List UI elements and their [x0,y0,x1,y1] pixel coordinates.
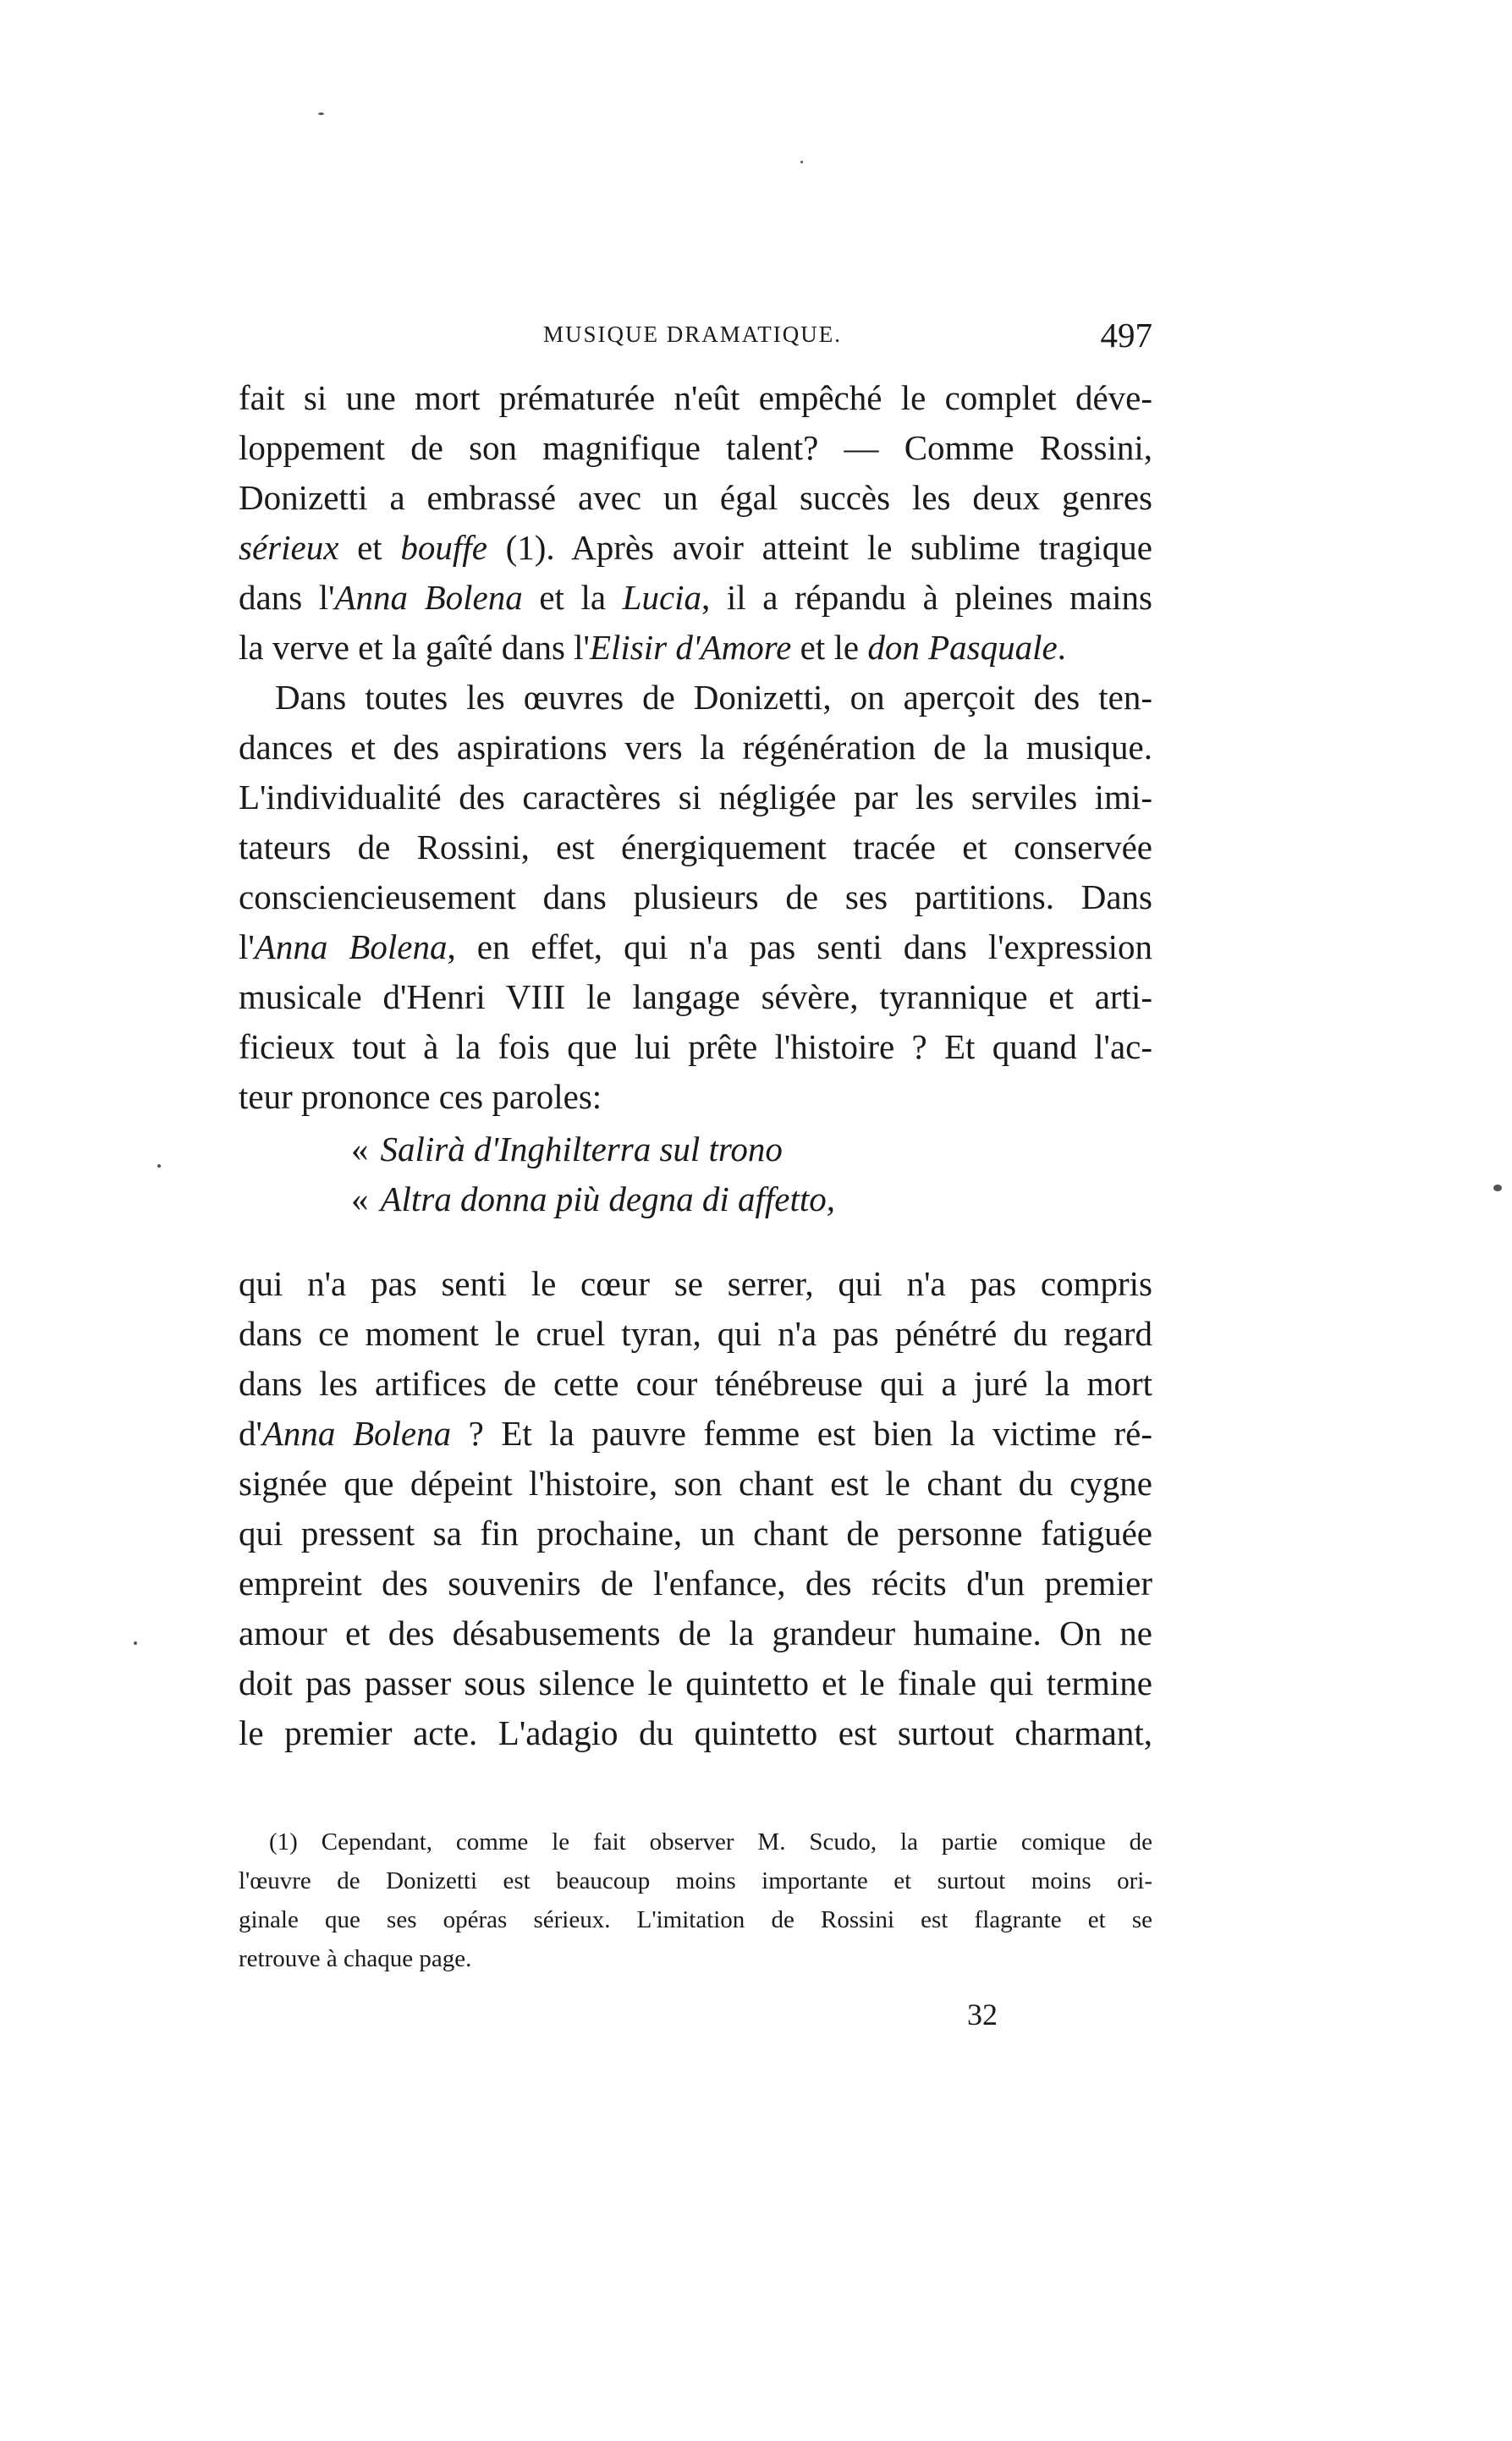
text-line: l'Anna Bolena, en effet, qui n'a pas senti dans l'expression [239,927,1152,966]
scan-speck [134,1641,137,1645]
verse-line: « Altra donna più degna di affetto, [351,1179,836,1218]
opera-title: don Pasquale [867,628,1058,667]
text-line: empreint des souvenirs de l'enfance, des récits d'un premier [239,1564,1152,1603]
scan-speck [1493,1185,1502,1191]
text-line: Donizetti a embrassé avec un égal succès les deux genres [239,478,1152,517]
text-line: tateurs de Rossini, est énergiquement tracée et conservée [239,827,1152,866]
opera-title: Elisir d'Amore [589,628,792,667]
text-line: signée que dépeint l'histoire, son chant est le chant du cygne [239,1464,1152,1503]
text-line: ficieux tout à la fois que lui prête l'histoire ? Et quand l'ac- [239,1027,1152,1066]
text-line: consciencieusement dans plusieurs de ses partitions. Dans [239,877,1152,916]
text-line: la verve et la gaîté dans l'Elisir d'Amore et le don Pasquale. [239,628,1066,667]
text-line: dans l'Anna Bolena et la Lucia, il a répandu à pleines mains [239,578,1152,617]
text-line: dances et des aspirations vers la régénération de la musique. [239,728,1152,767]
signature-mark: 32 [967,1998,998,2031]
scan-speck [318,113,324,115]
running-title: MUSIQUE DRAMATIQUE. [543,322,842,347]
text-line: sérieux et bouffe (1). Après avoir atteint le sublime tragique [239,528,1152,567]
footnote-line: retrouve à chaque page. [239,1945,472,1972]
text-line: le premier acte. L'adagio du quintetto est surtout charmant, [239,1713,1152,1752]
text-line: teur prononce ces paroles: [239,1077,602,1116]
text-line: Dans toutes les œuvres de Donizetti, on aperçoit des ten- [275,678,1152,717]
footnote-line: l'œuvre de Donizetti est beaucoup moins importante et surtout moins ori- [239,1867,1152,1894]
text-line: loppement de son magnifique talent? — Comme Rossini, [239,428,1152,467]
text-line: qui n'a pas senti le cœur se serrer, qui n'a pas compris [239,1264,1152,1303]
opera-title: Anna Bolena [254,927,448,966]
text-line: doit pas passer sous silence le quintetto et le finale qui termine [239,1663,1152,1702]
text-line: dans les artifices de cette cour ténébreuse qui a juré la mort [239,1364,1152,1403]
verse-line: « Salirà d'Inghilterra sul trono [351,1130,783,1168]
text-line: d'Anna Bolena ? Et la pauvre femme est bien la victime ré- [239,1414,1152,1453]
text-line: musicale d'Henri VIII le langage sévère, tyrannique et arti- [239,977,1152,1016]
running-head [239,315,1152,357]
scan-speck [157,1164,161,1168]
text-line: fait si une mort prématurée n'eût empêché le complet déve- [239,378,1152,417]
italic-term: sérieux [239,528,339,567]
text-line: L'individualité des caractères si négligée par les serviles imi- [239,778,1152,816]
quote-mark: « [351,1130,369,1168]
italic-term: bouffe [400,528,487,567]
page-number: 497 [1100,316,1152,355]
footnote-line: (1) Cependant, comme le fait observer M. Scudo, la partie comique de [269,1828,1152,1855]
text-line: qui pressent sa fin prochaine, un chant de personne fatiguée [239,1514,1152,1553]
quote-mark: « [351,1179,369,1218]
opera-title: Lucia [622,578,702,617]
text-line: dans ce moment le cruel tyran, qui n'a pas pénétré du regard [239,1314,1152,1353]
text-line: amour et des désabusements de la grandeur humaine. On ne [239,1614,1152,1652]
opera-title: Anna Bolena [261,1414,452,1453]
scan-speck [800,161,803,163]
opera-title: Anna Bolena [334,578,523,617]
footnote-line: ginale que ses opéras sérieux. L'imitation de Rossini est flagrante et se [239,1906,1152,1933]
